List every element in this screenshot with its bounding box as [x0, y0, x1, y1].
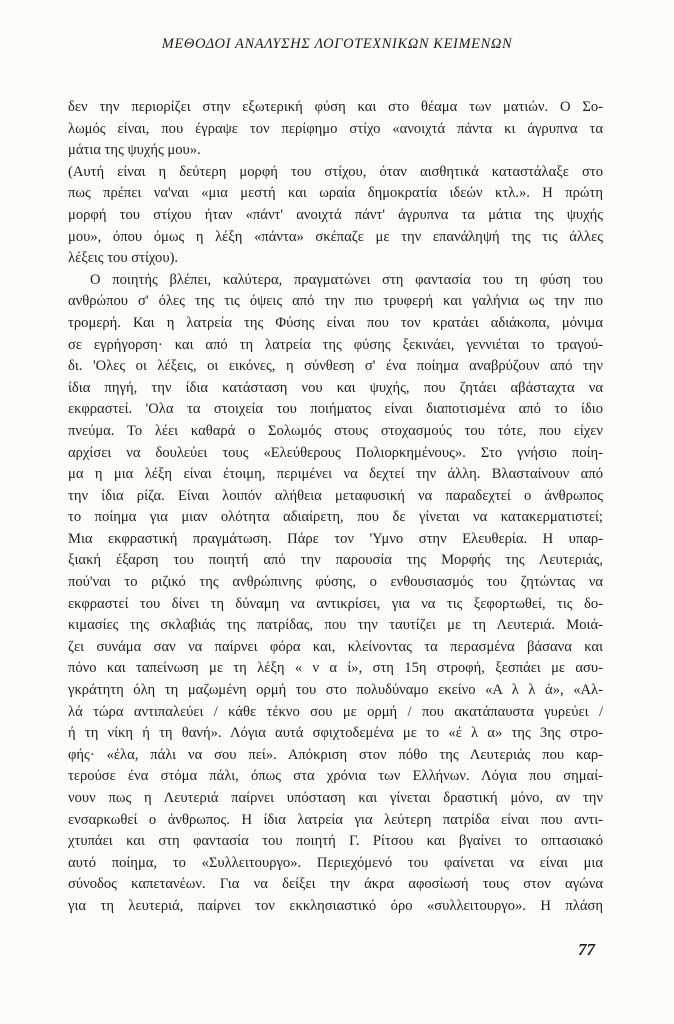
text-line: πνεύμα. Το λέει καθαρά ο Σολωμός στους στοχασμούς του τότε, που είχεν [68, 422, 603, 439]
page-number: 77 [578, 940, 595, 959]
text-line: αυτό ποίημα, το «Συλλειτουργο». Περιεχόμενό του φαίνεται να είναι μια [68, 854, 603, 871]
text-line: πού'ναι το ριζικό της ανθρώπινης φύσης, ο ενθουσιασμός του ζητώντας να [68, 574, 603, 591]
text-line: πως πρέπει να'ναι «μια μεστή και ωραία δημοκρατία ιδεών κτλ.». Η πρώτη [68, 185, 603, 202]
text-line: μα η μια λέξη είναι έτοιμη, περιμένει να δεχτεί την άλλη. Βλασταίνουν από [68, 466, 603, 483]
text-line: λά τώρα αντιπαλεύει / κάθε τέκνο σου με ορμή / που ακατάπαυστα γυρεύει / [68, 703, 603, 720]
page-body [68, 97, 603, 918]
text-line: σε εγρήγορση· και από τη λατρεία της φύσης ξεκινάει, γεννιέται το τραγού- [68, 336, 603, 353]
paragraph-3 [68, 270, 603, 918]
paragraph-1 [68, 97, 603, 162]
text-line: δι. 'Ολες οι λέξεις, οι εικόνες, η σύνθεση σ' ένα ποίημα αναβρύζουν από την [68, 358, 603, 375]
text-line: μου», όπου όμως η λέξη «πάντα» σκέπαζε με την επανάληψή της τις άλλες [68, 228, 603, 245]
text-line: για τη λευτεριά, παίρνει τον εκκλησιαστικό όρο «συλλειτουργο». Η πλάση [68, 897, 603, 914]
text-line: ανθρώπου σ' όλες της τις όψεις από την πιο τρυφερή και γαλήνια ως την πιο [68, 293, 603, 310]
text-line: σύνοδος καπετανέων. Για να δείξει την άκρα αφοσίωσή τους στον αγώνα [68, 876, 603, 893]
text-line: εκφραστεί. 'Ολα τα στοιχεία του ποιήματος είναι διαποτισμένα από το ίδιο [68, 401, 603, 418]
text-line: δεν την περιορίζει στην εξωτερική φύση και στο θέαμα των ματιών. Ο Σο- [68, 99, 603, 115]
text-line: τρομερή. Και η λατρεία της Φύσης είναι που τον κρατάει αδιάκοπα, μόνιμα [68, 314, 603, 331]
text-line: τερούσε ένα στόμα πάλι, όπως στα χρόνια των Ελλήνων. Λόγια που σημαί- [68, 768, 603, 785]
paragraph-2 [68, 162, 603, 270]
text-line: ενσαρκωθεί ο άνθρωπος. Η ίδια λατρεία για λεύτερη πατρίδα είναι που αντι- [68, 811, 603, 828]
text-line: ίδια πηγή, την ίδια κατάσταση νου και ψυχής, που ζητάει αβάσταχτα να [68, 379, 603, 396]
text-line: λωμός είναι, που έγραψε τον περίφημο στίχο «ανοιχτά πάντα κι άγρυπνα τα [68, 120, 603, 137]
text-line: γκράτητη όλη τη μαζωμένη ορμή του στο πολυδύναμο εκείνο «Α λ λ ά», «Αλ- [68, 682, 603, 699]
text-line: (Αυτή είναι η δεύτερη μορφή του στίχου, όταν αισθητικά καταστάλαξε στο [68, 163, 603, 180]
text-line: Ο ποιητής βλέπει, καλύτερα, πραγματώνει στη φαντασία του τη φύση του [90, 271, 603, 288]
text-line: την ίδια ρίζα. Είναι λοιπόν αλήθεια μεταφυσική να παραδεχτεί ο άνθρωπος [68, 487, 603, 504]
text-line: νουν πως η Λευτεριά παίρνει υπόσταση και γίνεται δραστική μόνο, αν την [68, 790, 603, 806]
text-line: ξιακή έξαρση του ποιητή από την παρουσία της Μορφής της Λευτεριάς, [68, 552, 603, 569]
text-line: ζει συνάμα σαν να παίρνει φόρα και, κλείνοντας τα περασμένα βάσανα και [68, 638, 603, 655]
text-line: Μια εκφραστική πραγμάτωση. Πάρε τον 'Υμνο στην Ελευθερία. Η υπαρ- [68, 530, 603, 547]
text-line: μορφή του στίχου ήταν «πάντ' ανοιχτά πάντ' άγρυπνα τα μάτια της ψυχής [68, 206, 603, 223]
text-line: ή τη νίκη ή τη θανή». Λόγια αυτά σφιχτοδεμένα με το «έ λ α» της 3ης στρο- [68, 725, 603, 742]
text-line: λέξεις του στίχου). [68, 250, 179, 267]
text-line: εκφραστεί του δίνει τη δύναμη να αντικρίσει, για να τις ξεφορτωθεί, τις δο- [68, 595, 603, 612]
text-line: το ποίημα για μιαν ολότητα αδιαίρετη, που δε γίνεται να κατακερματιστεί; [68, 509, 603, 526]
text-line: πόνο και ταπείνωση με τη λέξη « ν α ί», στη 15η στροφή, ξεσπάει με ασυ- [68, 660, 603, 677]
text-line: μάτια της ψυχής μου». [68, 142, 201, 159]
text-line: κιμασίες της σκλαβιάς της πατρίδας, που την ταυτίζει με τη Λευτεριά. Μοιά- [68, 617, 603, 634]
text-line: αρχίσει να δουλεύει τους «Ελεύθερους Πολιορκημένους». Στο γνήσιο ποίη- [68, 444, 603, 461]
running-header: ΜΕΘΟΔΟΙ ΑΝΑΛΥΣΗΣ ΛΟΓΟΤΕΧΝΙΚΩΝ ΚΕΙΜΕΝΩΝ [161, 36, 513, 52]
text-line: χτυπάει και στη φαντασία του ποιητή Γ. Ρίτσου και βγαίνει το οπτασιακό [68, 833, 603, 850]
text-line: φής· «έλα, πάλι να σου πεί». Απόκριση στον πόθο της Λευτεριάς που καρ- [68, 746, 603, 763]
